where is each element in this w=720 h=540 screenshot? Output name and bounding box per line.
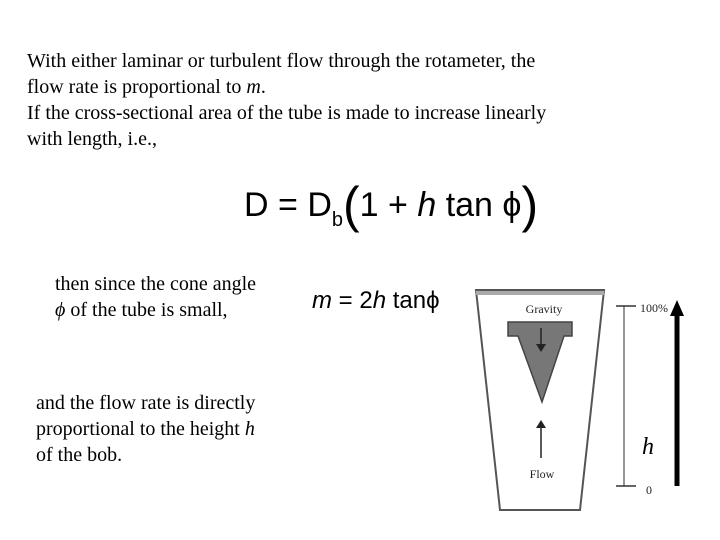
- intro-line-2-text: flow rate is proportional to: [27, 76, 247, 98]
- eq1-base: D: [307, 186, 332, 224]
- height-label: h: [642, 434, 654, 460]
- eq1-var-h: h: [417, 186, 437, 224]
- phi-symbol: ϕ: [55, 299, 66, 321]
- eq2-tan: tan: [386, 287, 427, 314]
- flow-label: Flow: [529, 467, 555, 481]
- eq1-one: 1 +: [359, 186, 418, 224]
- eq1-open-paren: (: [343, 177, 360, 233]
- eq1-subscript: b: [331, 209, 343, 231]
- eq2-phi: ϕ: [426, 287, 440, 314]
- eq2-equals: =: [332, 287, 360, 314]
- prop-line-2-text: proportional to the height: [36, 418, 245, 440]
- intro-line-4: with length, i.e.,: [27, 128, 157, 150]
- eq2-lhs: m: [312, 287, 332, 314]
- prop-line-1: and the flow rate is directly: [36, 392, 256, 414]
- gravity-label: Gravity: [525, 302, 563, 316]
- proportional-paragraph: [36, 390, 316, 468]
- prop-line-3: of the bob.: [36, 444, 123, 466]
- variable-h: h: [244, 418, 255, 440]
- intro-line-1: With either laminar or turbulent flow through the rotameter, the: [27, 50, 536, 72]
- variable-m: m: [246, 76, 261, 98]
- eq1-tan: tan: [436, 186, 503, 224]
- flow-arrow-head: [536, 420, 546, 428]
- mass-equation: [312, 283, 440, 319]
- cone-line-2-text: of the tube is small,: [65, 299, 228, 321]
- eq1-phi: ϕ: [502, 186, 522, 224]
- prop-line-2: [36, 416, 316, 442]
- intro-line-2: [27, 74, 687, 100]
- height-arrow-head: [670, 300, 684, 316]
- cone-angle-paragraph: [55, 271, 315, 323]
- scale-top-label: 100%: [640, 301, 668, 315]
- eq2-var-h: h: [372, 287, 387, 314]
- eq1-close-paren: ): [521, 177, 539, 233]
- cone-line-1: then since the cone angle: [55, 273, 257, 295]
- scale-bottom-label: 0: [646, 483, 652, 497]
- intro-line-3: If the cross-sectional area of the tube is made to increase linearly: [27, 102, 547, 124]
- float-bob: [508, 322, 572, 402]
- eq1-lhs: D: [244, 186, 269, 224]
- rotameter-diagram: [470, 286, 686, 516]
- rotameter-figure: [470, 286, 686, 516]
- eq1-equals: =: [268, 186, 308, 224]
- intro-line-2-end: .: [260, 76, 266, 98]
- eq2-coef: 2: [359, 287, 373, 314]
- intro-paragraph: [27, 48, 687, 152]
- cone-line-2: [55, 297, 315, 323]
- diameter-equation: [244, 177, 539, 245]
